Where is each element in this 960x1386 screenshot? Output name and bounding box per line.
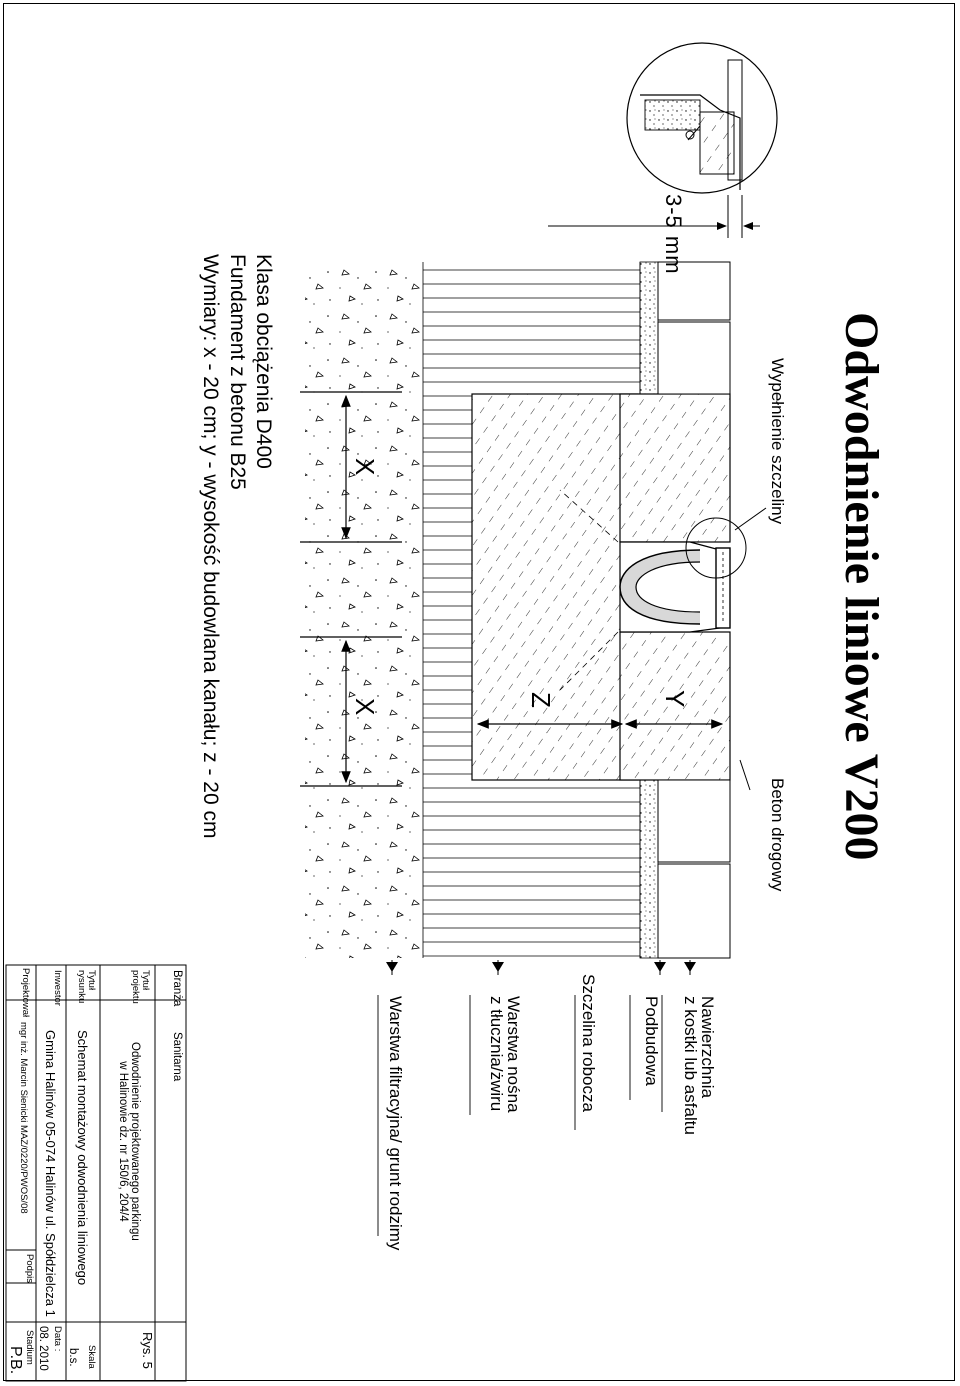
inwestor-label: Inwestor	[52, 970, 63, 1006]
data-label: Data :	[52, 1326, 63, 1352]
bearing-layer-callout: Warstwa nośna z tłucznia/żwiru	[487, 996, 523, 1113]
projektowal-label: Projektował	[20, 968, 31, 1018]
inwestor-value: Gmina Halinów 05-074 Halinów ul. Spółdzielcza 1	[43, 1030, 58, 1317]
layer-arrows	[392, 960, 690, 975]
callout-leaders	[735, 508, 766, 790]
road-concrete-callout: Beton drogowy	[768, 778, 787, 892]
gap-fill-callout: Wypełnienie szczeliny	[768, 358, 787, 525]
drainage-channel	[620, 542, 730, 632]
working-gap-callout: Szczelina robocza	[579, 974, 598, 1112]
branza-value: Sanitarna	[171, 1032, 183, 1082]
tytul-rysunku-label: Tytuł rysunku	[76, 970, 97, 1004]
skala-label: Skala	[86, 1345, 97, 1369]
tytul-projektu-value: Odwodnienie projektowanego parkingu w Halinowie dz. nr 150/6, 204/4	[117, 1042, 141, 1241]
sub-base	[640, 262, 658, 394]
drawing-title: Odwodnienie liniowe V200	[835, 312, 888, 861]
title-block-grid	[6, 965, 186, 1381]
skala-value: b.s.	[67, 1348, 79, 1367]
rys-number: Rys. 5	[140, 1332, 155, 1369]
filter-layer-callout: Warstwa filtracyjna/ grunt rodzimy	[386, 996, 405, 1251]
detail-view	[627, 43, 777, 193]
dimension-letter-y: Y	[660, 690, 690, 708]
detail-dimension-label: 3-5 mm	[661, 194, 686, 275]
dimension-letter-z: Z	[526, 692, 556, 708]
tytul-projektu-label: Tytuł projektu	[130, 970, 151, 1004]
notes	[197, 254, 276, 839]
filter-layer	[305, 262, 423, 958]
tytul-rysunku-value: Schemat montażowy odwodnienia liniowego	[75, 1030, 90, 1286]
note-dimensions: Wymiary: x - 20 cm; y - wysokość budowlana kanału; z - 20 cm	[199, 254, 223, 839]
branza-label: Branża	[171, 970, 183, 1007]
sub-base-callout: Podbudowa	[642, 996, 661, 1086]
dimension-letter-x2: X	[350, 698, 380, 716]
surface-callout: Nawierzchnia z kostki lub asfaltu	[681, 996, 717, 1135]
stadium-value: P.B.	[7, 1346, 24, 1375]
note-load-class: Klasa obciążenia D400	[252, 254, 275, 469]
detail-dimension	[548, 195, 760, 238]
data-value: 08. 2010	[37, 1326, 49, 1371]
projektowal-value: mgr inż. Marcin Sienicki MAZ/0220/PWOS/08	[18, 1022, 29, 1214]
podpis-label: Podpis	[24, 1254, 35, 1284]
note-foundation: Fundament z betonu B25	[225, 254, 249, 490]
dimension-letter-x1: X	[350, 458, 380, 476]
stadium-label: Stadium	[24, 1330, 35, 1365]
